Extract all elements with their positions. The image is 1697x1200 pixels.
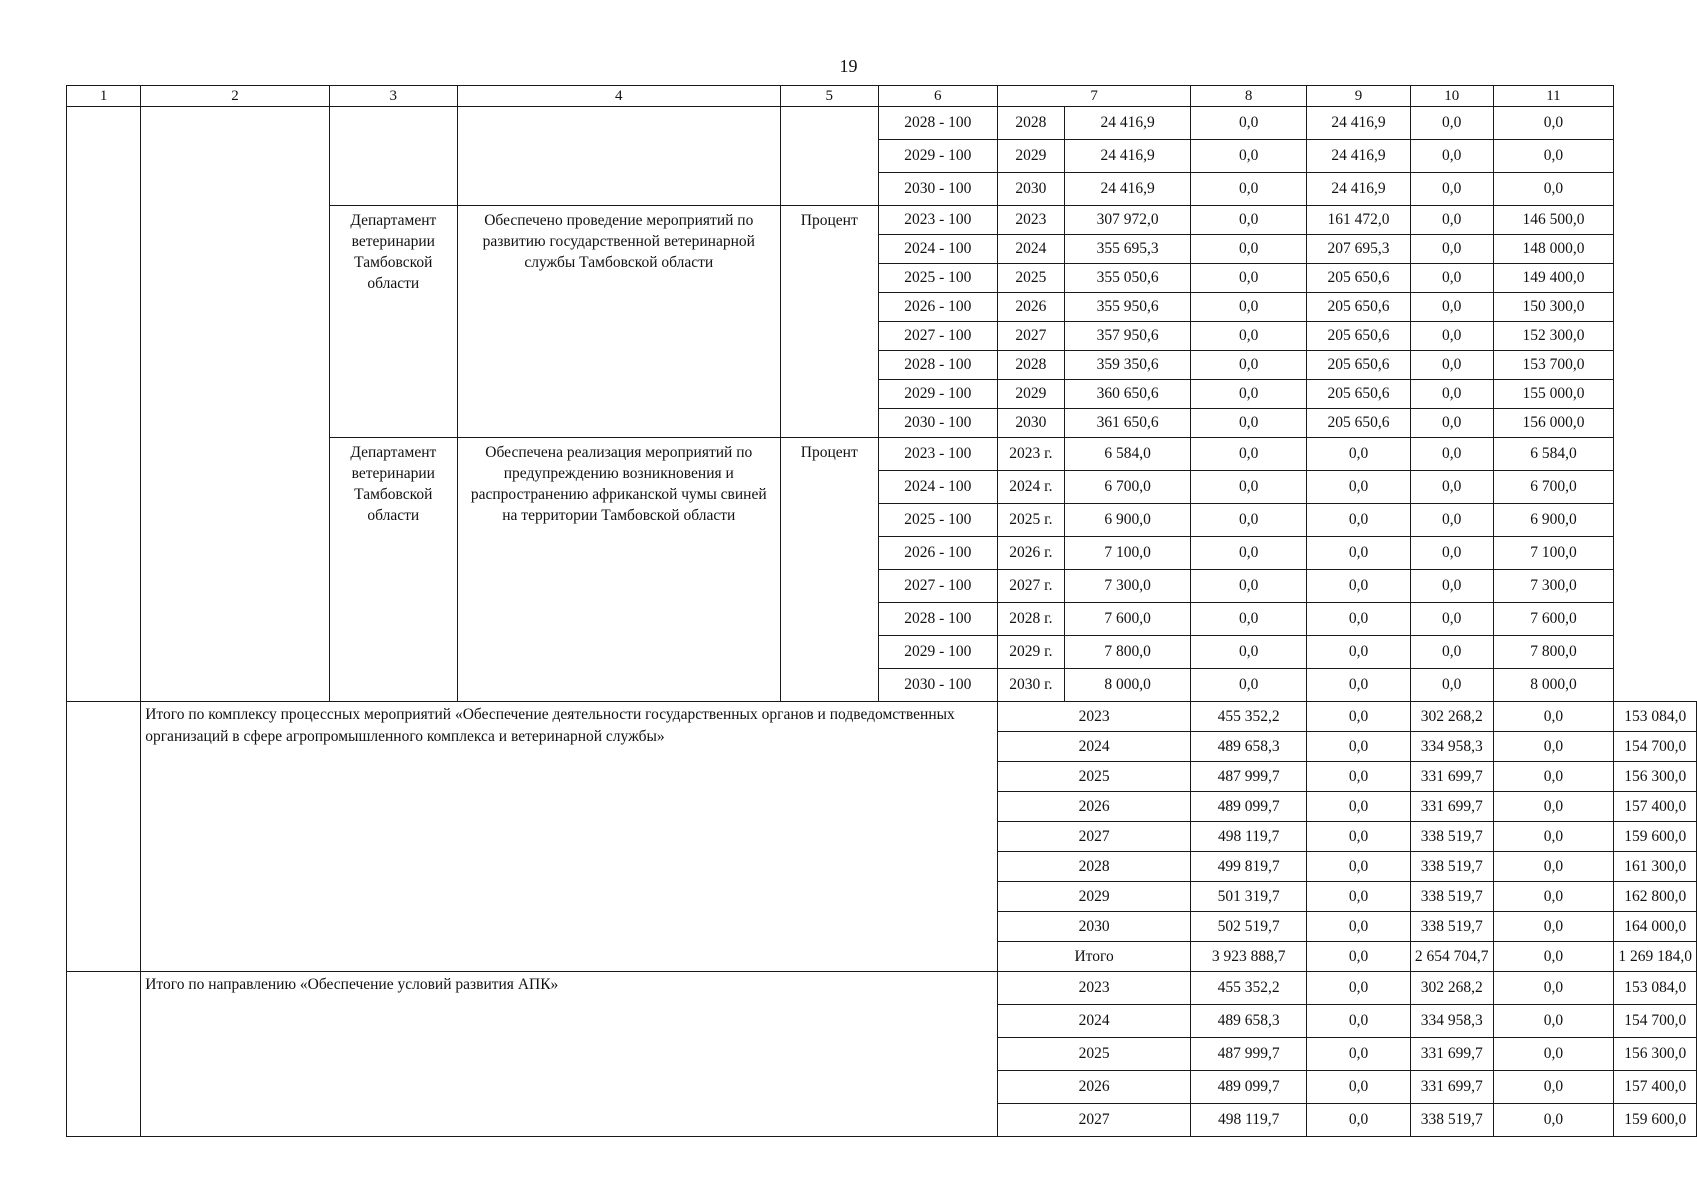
table-cell: 6 900,0 <box>1493 504 1614 537</box>
column-header: 11 <box>1493 86 1614 107</box>
table-cell: 205 650,6 <box>1307 380 1411 409</box>
table-cell: 0,0 <box>1191 322 1307 351</box>
department-cell: Департамент ветеринарии Тамбовской области <box>329 206 457 438</box>
table-cell: 2024 г. <box>997 471 1064 504</box>
table-cell <box>67 107 141 702</box>
table-cell: 24 416,9 <box>1307 107 1411 140</box>
table-cell: 0,0 <box>1307 792 1411 822</box>
table-cell: 6 584,0 <box>1493 438 1614 471</box>
table-cell: 0,0 <box>1307 471 1411 504</box>
table-cell: 489 658,3 <box>1191 732 1307 762</box>
table-cell: 0,0 <box>1307 1104 1411 1137</box>
table-cell <box>780 107 878 206</box>
table-cell: 0,0 <box>1191 206 1307 235</box>
table-cell: 2029 <box>997 140 1064 173</box>
table-cell: 2029 <box>997 882 1190 912</box>
table-cell: 0,0 <box>1410 669 1493 702</box>
table-cell: 24 416,9 <box>1307 140 1411 173</box>
table-cell: 338 519,7 <box>1410 852 1493 882</box>
table-cell: 2023 <box>997 972 1190 1005</box>
table-cell: 155 000,0 <box>1493 380 1614 409</box>
table-cell: 2029 - 100 <box>878 636 997 669</box>
table-cell: 7 800,0 <box>1493 636 1614 669</box>
table-cell: 0,0 <box>1493 107 1614 140</box>
table-cell: 0,0 <box>1191 173 1307 206</box>
table-cell: 0,0 <box>1191 570 1307 603</box>
table-cell: 489 099,7 <box>1191 792 1307 822</box>
table-cell: 0,0 <box>1191 669 1307 702</box>
table-cell: 0,0 <box>1493 792 1614 822</box>
table-cell: 0,0 <box>1307 972 1411 1005</box>
table-cell: 0,0 <box>1410 107 1493 140</box>
table-cell: 2026 <box>997 293 1064 322</box>
unit-cell: Процент <box>780 438 878 702</box>
table-cell: 2029 <box>997 380 1064 409</box>
table-cell: 0,0 <box>1493 942 1614 972</box>
table-cell: 0,0 <box>1307 669 1411 702</box>
table-cell <box>457 107 780 206</box>
table-cell: 0,0 <box>1191 438 1307 471</box>
table-cell: 0,0 <box>1493 912 1614 942</box>
table-cell: 2023 <box>997 206 1064 235</box>
table-cell: 0,0 <box>1493 1038 1614 1071</box>
table-cell: 2023 - 100 <box>878 206 997 235</box>
table-cell: 7 100,0 <box>1064 537 1190 570</box>
table-cell: 2025 - 100 <box>878 264 997 293</box>
table-cell: 0,0 <box>1493 852 1614 882</box>
table-cell: 161 472,0 <box>1307 206 1411 235</box>
table-cell: 331 699,7 <box>1410 792 1493 822</box>
table-cell <box>141 107 330 702</box>
table-cell: 357 950,6 <box>1064 322 1190 351</box>
table-cell: 2026 <box>997 792 1190 822</box>
table-cell: 2024 <box>997 1005 1190 1038</box>
table-cell: 24 416,9 <box>1307 173 1411 206</box>
table-cell: 7 600,0 <box>1493 603 1614 636</box>
table-cell: 0,0 <box>1493 822 1614 852</box>
table-cell <box>67 972 141 1137</box>
table-cell: 2024 <box>997 732 1190 762</box>
table-cell: 2027 - 100 <box>878 322 997 351</box>
table-cell: 2030 - 100 <box>878 173 997 206</box>
table-cell: 0,0 <box>1307 537 1411 570</box>
table-cell: 0,0 <box>1410 603 1493 636</box>
table-cell: 2026 <box>997 1071 1190 1104</box>
table-cell: 2028 г. <box>997 603 1064 636</box>
table-cell: 0,0 <box>1307 852 1411 882</box>
table-cell: 0,0 <box>1493 1071 1614 1104</box>
table-cell: 0,0 <box>1307 636 1411 669</box>
table-cell: 6 584,0 <box>1064 438 1190 471</box>
table-cell: 7 100,0 <box>1493 537 1614 570</box>
table-cell: 2025 <box>997 264 1064 293</box>
table-cell: 361 650,6 <box>1064 409 1190 438</box>
table-cell: 148 000,0 <box>1493 235 1614 264</box>
table-cell: 302 268,2 <box>1410 702 1493 732</box>
table-cell: 0,0 <box>1307 762 1411 792</box>
table-cell: 0,0 <box>1410 636 1493 669</box>
table-cell: 207 695,3 <box>1307 235 1411 264</box>
table-body <box>67 86 1697 1137</box>
table-cell: 487 999,7 <box>1191 1038 1307 1071</box>
table-cell: 2027 - 100 <box>878 570 997 603</box>
table-cell: 489 658,3 <box>1191 1005 1307 1038</box>
table-cell: 0,0 <box>1493 140 1614 173</box>
table-cell: 334 958,3 <box>1410 732 1493 762</box>
table-cell: 7 300,0 <box>1493 570 1614 603</box>
table-cell: 2025 <box>997 1038 1190 1071</box>
column-header: 9 <box>1307 86 1411 107</box>
table-cell: 0,0 <box>1307 732 1411 762</box>
table-cell: 0,0 <box>1410 140 1493 173</box>
table-cell: 355 050,6 <box>1064 264 1190 293</box>
table-cell: 0,0 <box>1410 235 1493 264</box>
table-cell: 2023 <box>997 702 1190 732</box>
table-cell: 156 300,0 <box>1614 1038 1697 1071</box>
table-cell: 2027 <box>997 322 1064 351</box>
table-cell: 205 650,6 <box>1307 293 1411 322</box>
table-cell: 157 400,0 <box>1614 1071 1697 1104</box>
column-header: 5 <box>780 86 878 107</box>
table-cell: 498 119,7 <box>1191 822 1307 852</box>
table-cell: 1 269 184,0 <box>1614 942 1697 972</box>
table-cell: 161 300,0 <box>1614 852 1697 882</box>
table-cell: 0,0 <box>1493 762 1614 792</box>
table-cell: 0,0 <box>1307 570 1411 603</box>
table-cell: 205 650,6 <box>1307 322 1411 351</box>
table-cell: 7 600,0 <box>1064 603 1190 636</box>
table-cell: 0,0 <box>1307 438 1411 471</box>
table-cell: 0,0 <box>1191 380 1307 409</box>
column-header: 3 <box>329 86 457 107</box>
department-cell: Департамент ветеринарии Тамбовской области <box>329 438 457 702</box>
table-cell: 156 300,0 <box>1614 762 1697 792</box>
table-cell: 6 700,0 <box>1493 471 1614 504</box>
table-cell: 8 000,0 <box>1064 669 1190 702</box>
table-cell: 2030 - 100 <box>878 669 997 702</box>
table-cell: 0,0 <box>1307 822 1411 852</box>
table-cell: 2024 <box>997 235 1064 264</box>
table-cell <box>67 702 141 972</box>
table-cell: 0,0 <box>1307 912 1411 942</box>
table-cell: 153 084,0 <box>1614 972 1697 1005</box>
table-cell <box>329 107 457 206</box>
table-cell: 455 352,2 <box>1191 972 1307 1005</box>
table-cell: 360 650,6 <box>1064 380 1190 409</box>
total-complex-label: Итого по комплексу процессных мероприятий «Обеспечение деятельности государственных органов и подведомственных организаций в сфере агропромышленного комплекса и ветеринарной службы» <box>141 702 998 972</box>
table-cell: 154 700,0 <box>1614 1005 1697 1038</box>
table-cell: 502 519,7 <box>1191 912 1307 942</box>
table-cell: 0,0 <box>1493 732 1614 762</box>
table-row <box>67 702 1697 732</box>
column-header: 4 <box>457 86 780 107</box>
table-cell: 498 119,7 <box>1191 1104 1307 1137</box>
table-cell: 24 416,9 <box>1064 107 1190 140</box>
table-cell: 8 000,0 <box>1493 669 1614 702</box>
table-cell: 455 352,2 <box>1191 702 1307 732</box>
table-cell: 0,0 <box>1410 438 1493 471</box>
table-cell: 24 416,9 <box>1064 140 1190 173</box>
column-header: 7 <box>997 86 1190 107</box>
table-cell: 0,0 <box>1410 537 1493 570</box>
table-cell: 2026 - 100 <box>878 293 997 322</box>
table-cell: 0,0 <box>1307 942 1411 972</box>
table-cell: 334 958,3 <box>1410 1005 1493 1038</box>
table-cell: 159 600,0 <box>1614 822 1697 852</box>
table-cell: 149 400,0 <box>1493 264 1614 293</box>
table-cell: 0,0 <box>1191 351 1307 380</box>
table-cell: 0,0 <box>1191 537 1307 570</box>
table-cell: 2029 - 100 <box>878 380 997 409</box>
result-cell: Обеспечено проведение мероприятий по развитию государственной ветеринарной службы Тамбовской области <box>457 206 780 438</box>
column-header: 10 <box>1410 86 1493 107</box>
table-cell: 0,0 <box>1307 702 1411 732</box>
table-cell: 2028 - 100 <box>878 107 997 140</box>
column-header: 8 <box>1191 86 1307 107</box>
table-cell: 153 084,0 <box>1614 702 1697 732</box>
table-cell: 24 416,9 <box>1064 173 1190 206</box>
page-number: 19 <box>839 56 858 76</box>
table-cell: 338 519,7 <box>1410 912 1493 942</box>
table-cell: 164 000,0 <box>1614 912 1697 942</box>
table-cell: 0,0 <box>1191 264 1307 293</box>
table-cell: 0,0 <box>1493 972 1614 1005</box>
table-cell: 2024 - 100 <box>878 235 997 264</box>
table-cell: 3 923 888,7 <box>1191 942 1307 972</box>
result-cell: Обеспечена реализация мероприятий по предупреждению возникновения и распространению африканской чумы свиней на территории Тамбовской области <box>457 438 780 702</box>
table-row <box>67 107 1697 140</box>
table-cell: 0,0 <box>1410 264 1493 293</box>
table-cell: 331 699,7 <box>1410 762 1493 792</box>
table-cell: 157 400,0 <box>1614 792 1697 822</box>
table-cell: 162 800,0 <box>1614 882 1697 912</box>
table-cell: 0,0 <box>1307 1038 1411 1071</box>
table-cell: 0,0 <box>1493 1104 1614 1137</box>
table-cell: 2023 - 100 <box>878 438 997 471</box>
table-cell: 0,0 <box>1493 173 1614 206</box>
table-cell: 2028 <box>997 351 1064 380</box>
table-cell: 2026 г. <box>997 537 1064 570</box>
column-header: 6 <box>878 86 997 107</box>
column-header: 1 <box>67 86 141 107</box>
table-cell: 338 519,7 <box>1410 882 1493 912</box>
table-cell: 0,0 <box>1410 504 1493 537</box>
table-row <box>67 972 1697 1005</box>
table-cell: 338 519,7 <box>1410 1104 1493 1137</box>
table-cell: 0,0 <box>1191 471 1307 504</box>
table-cell: 2029 г. <box>997 636 1064 669</box>
table-cell: 487 999,7 <box>1191 762 1307 792</box>
table-cell: 0,0 <box>1410 380 1493 409</box>
table-cell: 2024 - 100 <box>878 471 997 504</box>
table-cell: 0,0 <box>1191 140 1307 173</box>
table-cell: 6 700,0 <box>1064 471 1190 504</box>
table-cell: 159 600,0 <box>1614 1104 1697 1137</box>
table-cell: 0,0 <box>1191 636 1307 669</box>
table-cell: 154 700,0 <box>1614 732 1697 762</box>
table-cell: 0,0 <box>1191 107 1307 140</box>
table-cell: 205 650,6 <box>1307 351 1411 380</box>
table-cell: 2030 г. <box>997 669 1064 702</box>
table-cell: 499 819,7 <box>1191 852 1307 882</box>
table-cell: 0,0 <box>1191 409 1307 438</box>
table-cell: 302 268,2 <box>1410 972 1493 1005</box>
table-cell: 501 319,7 <box>1191 882 1307 912</box>
table-cell: 0,0 <box>1493 702 1614 732</box>
table-cell: 152 300,0 <box>1493 322 1614 351</box>
table-cell: 6 900,0 <box>1064 504 1190 537</box>
column-header: 2 <box>141 86 330 107</box>
table-cell: 2030 - 100 <box>878 409 997 438</box>
table-cell: 0,0 <box>1493 882 1614 912</box>
table-cell: 0,0 <box>1410 471 1493 504</box>
budget-table <box>66 85 1697 1137</box>
table-cell: 2023 г. <box>997 438 1064 471</box>
table-cell: 2025 - 100 <box>878 504 997 537</box>
table-cell: 0,0 <box>1307 1071 1411 1104</box>
table-cell: 2028 <box>997 107 1064 140</box>
table-cell: 156 000,0 <box>1493 409 1614 438</box>
table-cell: 153 700,0 <box>1493 351 1614 380</box>
table-cell: 0,0 <box>1410 293 1493 322</box>
unit-cell: Процент <box>780 206 878 438</box>
table-cell: 359 350,6 <box>1064 351 1190 380</box>
table-cell: 0,0 <box>1191 235 1307 264</box>
table-cell: 2028 - 100 <box>878 603 997 636</box>
table-cell: 2029 - 100 <box>878 140 997 173</box>
table-cell: 2 654 704,7 <box>1410 942 1493 972</box>
table-cell: 7 300,0 <box>1064 570 1190 603</box>
table-cell: 205 650,6 <box>1307 264 1411 293</box>
table-cell: 2028 - 100 <box>878 351 997 380</box>
table-cell: 2027 <box>997 1104 1190 1137</box>
table-cell: 0,0 <box>1410 322 1493 351</box>
table-cell: 2030 <box>997 173 1064 206</box>
table-cell: 0,0 <box>1307 603 1411 636</box>
table-cell: 331 699,7 <box>1410 1038 1493 1071</box>
table-cell: 150 300,0 <box>1493 293 1614 322</box>
table-cell: 0,0 <box>1307 1005 1411 1038</box>
table-cell: 0,0 <box>1307 504 1411 537</box>
table-cell: 489 099,7 <box>1191 1071 1307 1104</box>
table-cell: 0,0 <box>1410 173 1493 206</box>
table-cell: 2030 <box>997 912 1190 942</box>
table-cell: 0,0 <box>1307 882 1411 912</box>
table-cell: 2027 <box>997 822 1190 852</box>
table-cell: 355 950,6 <box>1064 293 1190 322</box>
table-cell: 7 800,0 <box>1064 636 1190 669</box>
table-cell: 0,0 <box>1493 1005 1614 1038</box>
table-cell: 0,0 <box>1410 351 1493 380</box>
table-cell: 338 519,7 <box>1410 822 1493 852</box>
table-cell: 2028 <box>997 852 1190 882</box>
column-header-row <box>67 86 1697 107</box>
table-cell: 146 500,0 <box>1493 206 1614 235</box>
table-cell: 2026 - 100 <box>878 537 997 570</box>
table-cell: 205 650,6 <box>1307 409 1411 438</box>
table-cell: 0,0 <box>1410 409 1493 438</box>
table-cell: 0,0 <box>1191 504 1307 537</box>
table-cell: 0,0 <box>1410 206 1493 235</box>
table-cell: 307 972,0 <box>1064 206 1190 235</box>
table-cell: 0,0 <box>1191 603 1307 636</box>
table-cell: 2025 <box>997 762 1190 792</box>
table-cell: 2027 г. <box>997 570 1064 603</box>
table-cell: 2025 г. <box>997 504 1064 537</box>
table-cell: 0,0 <box>1410 570 1493 603</box>
table-cell: 2030 <box>997 409 1064 438</box>
table-cell: 0,0 <box>1191 293 1307 322</box>
table-cell: Итого <box>997 942 1190 972</box>
table-cell: 331 699,7 <box>1410 1071 1493 1104</box>
total-direction-label: Итого по направлению «Обеспечение условий развития АПК» <box>141 972 998 1137</box>
table-cell: 355 695,3 <box>1064 235 1190 264</box>
